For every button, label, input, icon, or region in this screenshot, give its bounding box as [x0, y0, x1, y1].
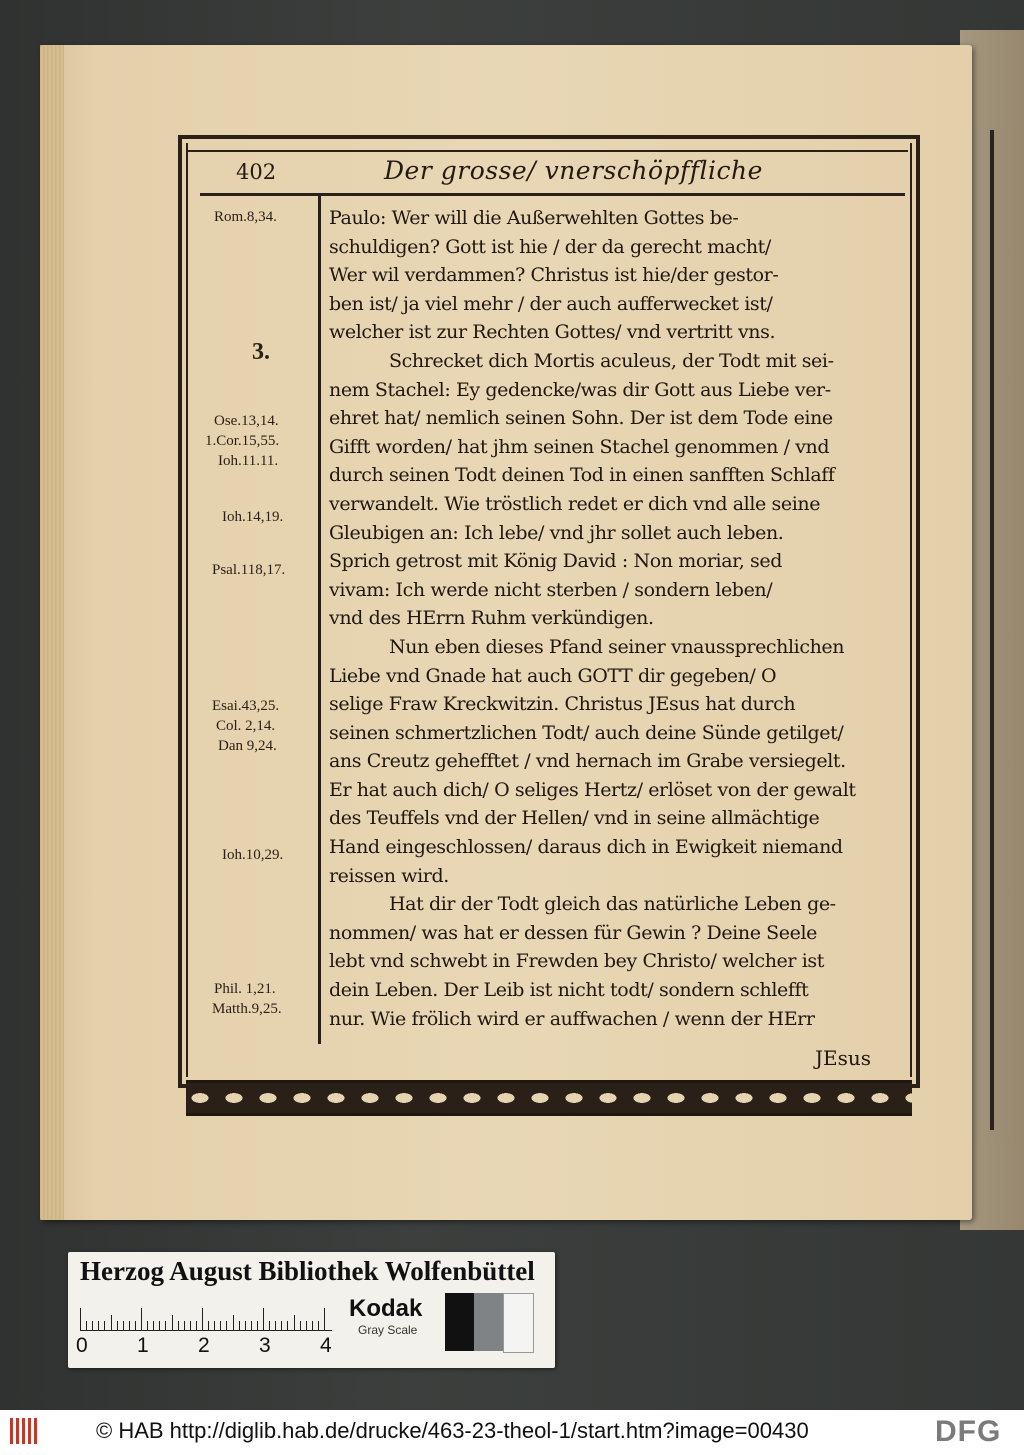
ruler-tick	[318, 1321, 319, 1330]
ruler-tick	[287, 1321, 288, 1330]
text-line: welcher ist zur Rechten Gottes/ vnd vertritt vns.	[329, 321, 776, 344]
gray-swatch-mid	[474, 1293, 503, 1351]
text-line: verwandelt. Wie tröstlich redet er dich vnd alle seine	[329, 492, 821, 515]
text-line: nur. Wie frölich wird er auffwachen / wenn der HErr	[329, 1007, 815, 1030]
text-line: vnd des HErrn Ruhm verkündigen.	[329, 607, 654, 630]
ruler-tick	[294, 1315, 295, 1330]
ruler-number: 2	[198, 1334, 210, 1357]
ruler-tick	[312, 1321, 313, 1330]
margin-note: Phil. 1,21.	[214, 981, 276, 997]
margin-note: 1.Cor.15,55.	[205, 433, 280, 449]
ruler-tick	[141, 1308, 142, 1330]
gray-swatch-white	[503, 1293, 534, 1353]
ruler-tick	[159, 1321, 160, 1330]
ruler-tick	[135, 1321, 136, 1330]
library-name: Herzog August Bibliothek Wolfenbüttel	[80, 1256, 535, 1286]
catchword: JEsus	[815, 1046, 872, 1070]
gray-scale-label: Gray Scale	[358, 1323, 418, 1337]
ruler-number: 0	[76, 1334, 88, 1357]
text-line: des Teuffels vnd der Hellen/ vnd in seine allmächtige	[329, 807, 820, 830]
text-line: Hat dir der Todt gleich das natürliche Leben ge-	[389, 893, 836, 916]
margin-note: Ioh.14,19.	[222, 509, 284, 525]
gray-swatch-black	[445, 1293, 474, 1351]
page-edge	[40, 45, 64, 1220]
margin-note: Col. 2,14.	[216, 718, 276, 734]
text-line: vivam: Ich werde nicht sterben / sondern leben/	[329, 578, 773, 601]
ruler-number: 1	[137, 1334, 149, 1357]
margin-note: Ioh.10,29.	[222, 847, 284, 863]
text-line: durch seinen Todt deinen Tod in einen sanfften Schlaff	[329, 464, 835, 487]
ruler-tick	[306, 1321, 307, 1330]
ruler-tick	[117, 1321, 118, 1330]
ruler-tick	[239, 1321, 240, 1330]
margin-note-number: 3.	[252, 339, 270, 365]
header-rule	[200, 193, 905, 196]
ruler-tick	[214, 1321, 215, 1330]
text-line: Er hat auch dich/ O seliges Hertz/ erlöset von der gewalt	[329, 778, 856, 801]
ruler-tick	[98, 1321, 99, 1330]
margin-note: Esai.43,25.	[212, 698, 280, 714]
footer-url[interactable]: © HAB http://diglib.hab.de/drucke/463-23-theol-1/start.htm?image=00430	[96, 1418, 809, 1443]
frame-top-rule	[186, 150, 908, 152]
text-line: Liebe vnd Gnade hat auch GOTT dir gegeben/ O	[329, 664, 777, 687]
ruler-tick	[184, 1321, 185, 1330]
ruler-tick	[324, 1308, 325, 1330]
ruler-tick	[80, 1308, 81, 1330]
ruler-tick	[129, 1321, 130, 1330]
ruler-tick	[196, 1321, 197, 1330]
ruler-tick	[275, 1321, 276, 1330]
text-line: Sprich getrost mit König David : Non moriar, sed	[329, 550, 782, 573]
ruler-tick	[92, 1321, 93, 1330]
kodak-brand: Kodak	[349, 1295, 423, 1322]
text-line: nem Stachel: Ey gedencke/was dir Gott aus Liebe ver-	[329, 378, 831, 401]
ruler-tick	[202, 1308, 203, 1330]
ruler-tick	[220, 1321, 221, 1330]
margin-note: Ose.13,14.	[214, 413, 279, 429]
ruler-tick	[104, 1321, 105, 1330]
text-line: Hand eingeschlossen/ daraus dich in Ewigkeit niemand	[329, 836, 843, 859]
ruler-tick	[147, 1321, 148, 1330]
text-line: reissen wird.	[329, 864, 449, 887]
ruler-tick	[263, 1308, 264, 1330]
text-line: schuldigen? Gott ist hie / der da gerecht macht/	[329, 235, 771, 258]
ornament-band	[186, 1080, 912, 1116]
ruler-tick	[233, 1315, 234, 1330]
ruler-tick	[190, 1321, 191, 1330]
text-line: lebt vnd schwebt in Frewden bey Christo/ welcher ist	[329, 950, 824, 973]
ruler-tick	[123, 1321, 124, 1330]
ruler-tick	[251, 1321, 252, 1330]
body-text	[329, 204, 906, 1033]
text-line: Schrecket dich Mortis aculeus, der Todt mit sei-	[389, 349, 834, 372]
hab-logo-icon	[10, 1418, 40, 1444]
scale-ruler	[80, 1300, 332, 1331]
ruler-tick	[111, 1315, 112, 1330]
margin-note: Rom.8,34.	[214, 209, 277, 225]
ruler-tick	[208, 1321, 209, 1330]
ruler-tick	[172, 1315, 173, 1330]
ruler-tick	[226, 1321, 227, 1330]
ruler-tick	[153, 1321, 154, 1330]
text-line: ben ist/ ja viel mehr / der auch aufferwecket ist/	[329, 292, 773, 315]
margin-note: Matth.9,25.	[212, 1001, 282, 1017]
text-line: Gleubigen an: Ich lebe/ vnd jhr sollet auch leben.	[329, 521, 784, 544]
text-line: Nun eben dieses Pfand seiner vnaussprechlichen	[389, 635, 845, 658]
text-line: Wer wil verdammen? Christus ist hie/der gestor-	[329, 264, 779, 287]
dfg-logo: DFG	[935, 1415, 1002, 1448]
text-line: Paulo: Wer will die Außerwehlten Gottes be-	[329, 207, 739, 229]
ruler-number: 3	[259, 1334, 271, 1357]
text-line: nommen/ was hat er dessen für Gewin ? Deine Seele	[329, 921, 818, 944]
margin-column-divider	[318, 196, 321, 1044]
ruler-tick	[178, 1321, 179, 1330]
text-line: seinen schmertzlichen Todt/ auch deine Sünde getilget/	[329, 721, 844, 744]
ruler-tick	[165, 1321, 166, 1330]
margin-note: Ioh.11.11.	[218, 453, 279, 469]
ruler-number: 4	[320, 1334, 332, 1357]
text-line: ans Creutz gehefftet / vnd hernach im Grabe versiegelt.	[329, 750, 846, 773]
margin-note: Psal.118,17.	[212, 562, 286, 578]
text-line: ehret hat/ nemlich seinen Sohn. Der ist dem Tode eine	[329, 407, 833, 430]
ruler-tick	[281, 1321, 282, 1330]
page-number: 402	[236, 160, 277, 184]
text-line: dein Leben. Der Leib ist nicht todt/ sondern schlefft	[329, 979, 809, 1002]
ruler-tick	[257, 1321, 258, 1330]
ruler-tick	[300, 1321, 301, 1330]
ruler-tick	[245, 1321, 246, 1330]
ruler-tick	[269, 1321, 270, 1330]
text-line: Gifft worden/ hat jhm seinen Stachel genommen / vnd	[329, 435, 830, 458]
running-title: Der grosse/ vnerschöpffliche	[384, 156, 763, 185]
margin-note: Dan 9,24.	[218, 738, 277, 754]
ruler-tick	[86, 1321, 87, 1330]
text-line: selige Fraw Kreckwitzin. Christus JEsus hat durch	[329, 693, 796, 716]
